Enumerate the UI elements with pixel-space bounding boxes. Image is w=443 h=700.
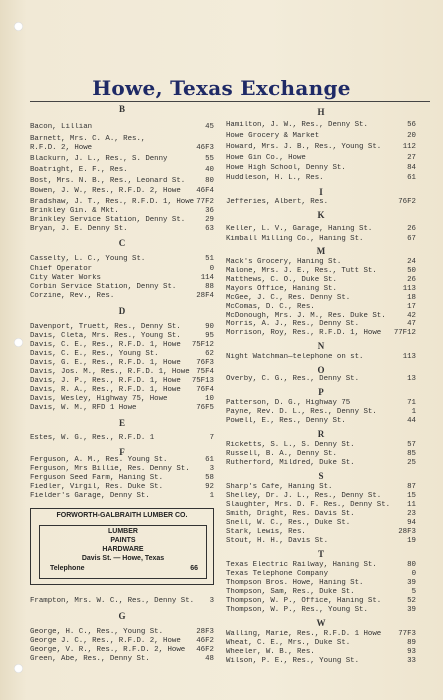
directory-entry: [226, 561, 416, 570]
directory-entry: [30, 123, 214, 132]
directory-entry: [226, 375, 416, 384]
entry-phone-number: 46F4: [196, 187, 214, 195]
entry-name: Texas Electric Railway, Haning St.: [226, 561, 377, 569]
entry-phone-number: 26: [407, 225, 416, 233]
entry-phone-number: 17: [407, 303, 416, 311]
entry-phone-number: 75F12: [191, 341, 214, 349]
entry-name: Davis, Jos. M., Res., R.F.D. 1, Howe: [30, 368, 190, 376]
ad-telephone-label: Telephone: [50, 565, 85, 572]
directory-entry: [226, 417, 416, 426]
entry-phone-number: 3: [209, 465, 214, 473]
entry-name: Walling, Marie, Res., R.F.D. 1 Howe: [226, 630, 382, 638]
entry-phone-number: 76F3: [196, 359, 214, 367]
entry-phone-number: 47: [407, 320, 416, 328]
entry-phone-number: 113: [402, 285, 416, 293]
directory-entry: [30, 135, 214, 144]
entry-name: Night Watchman—telephone on st.: [226, 353, 364, 361]
directory-entry: [30, 341, 214, 350]
entry-name: Morris, A. J., Res., Denny St.: [226, 320, 360, 328]
section-header: G: [118, 611, 126, 621]
entry-name: Mayors Office, Haning St.: [226, 285, 337, 293]
directory-entry: [226, 510, 416, 519]
section-header: I: [319, 187, 323, 197]
directory-entry: [226, 154, 416, 163]
directory-entry: [30, 225, 214, 234]
entry-phone-number: 3: [209, 597, 214, 605]
directory-entry: [30, 404, 214, 413]
entry-phone-number: 76F5: [196, 404, 214, 412]
entry-name: Davis, R. A., Res., R.F.D. 1, Howe: [30, 386, 181, 394]
entry-phone-number: 80: [205, 177, 214, 185]
entry-phone-number: 44: [407, 417, 416, 425]
section-header: F: [119, 447, 125, 457]
directory-entry: [226, 353, 416, 362]
directory-entry: [226, 320, 416, 329]
entry-name: Thompson Bros. Howe, Haning St.: [226, 579, 364, 587]
entry-name: Thompson, W. P., Res., Young St.: [226, 606, 368, 614]
entry-phone-number: 28F4: [196, 292, 214, 300]
entry-phone-number: 46F2: [196, 637, 214, 645]
entry-phone-number: 39: [407, 579, 416, 587]
entry-name: Frampton, Mrs. W. C., Res., Denny St.: [30, 597, 195, 605]
entry-phone-number: 67: [407, 235, 416, 243]
page-title: Howe, Texas Exchange: [92, 76, 351, 100]
entry-name: Boatright, E. F., Res.: [30, 166, 128, 174]
entry-phone-number: 52: [407, 597, 416, 605]
directory-entry: [226, 459, 416, 468]
directory-entry: [226, 267, 416, 276]
entry-phone-number: 48: [205, 655, 214, 663]
directory-entry: [226, 329, 416, 338]
section-header: S: [318, 471, 324, 481]
directory-entry: [226, 639, 416, 648]
entry-name: Howe High School, Denny St.: [226, 164, 346, 172]
directory-entry: [226, 285, 416, 294]
entry-name: Wheeler, W. B., Res.: [226, 648, 315, 656]
directory-entry: [30, 292, 214, 301]
entry-name: Morrison, Roy, Res., R.F.D. 1, Howe: [226, 329, 382, 337]
entry-name: Shelley, Dr. J. L., Res., Denny St.: [226, 492, 382, 500]
directory-entry: [30, 350, 214, 359]
entry-name: Howe Grocery & Market: [226, 132, 320, 140]
directory-entry: [226, 198, 416, 207]
directory-entry: [226, 588, 416, 597]
entry-name: Malone, Mrs. J. E., Res., Tutt St.: [226, 267, 377, 275]
entry-phone-number: 80: [407, 561, 416, 569]
directory-entry: [226, 132, 416, 141]
directory-entry: [30, 368, 214, 377]
entry-name: Davis, Wesley, Highway 75, Howe: [30, 395, 168, 403]
directory-entry: [226, 630, 416, 639]
entry-name: Slaughter, Mrs. D. F. Res., Denny St.: [226, 501, 391, 509]
directory-entry: [226, 483, 416, 492]
entry-name: Bryan, J. E. Denny St.: [30, 225, 128, 233]
entry-phone-number: 0: [411, 570, 416, 578]
section-header: H: [317, 107, 325, 117]
directory-entry: [30, 198, 214, 207]
directory-entry: [30, 377, 214, 386]
entry-name: Davis, C. E., Res., Young St.: [30, 350, 159, 358]
entry-name: McDonough, Mrs. J. M., Res. Duke St.: [226, 312, 386, 320]
ad-line-address: Davis St. — Howe, Texas: [81, 555, 165, 562]
entry-phone-number: 112: [402, 143, 416, 151]
directory-entry: [30, 456, 214, 465]
entry-name: Hamilton, J. W., Res., Denny St.: [226, 121, 368, 129]
entry-name: Snell, W. C., Res., Duke St.: [226, 519, 351, 527]
entry-phone-number: 62: [205, 350, 214, 358]
entry-phone-number: 29: [205, 216, 214, 224]
entry-name: Davis, W. M., RFD 1 Howe: [30, 404, 137, 412]
entry-phone-number: 92: [205, 483, 214, 491]
ad-telephone-number: 66: [190, 565, 198, 572]
directory-entry: [30, 628, 214, 637]
entry-phone-number: 76F4: [196, 386, 214, 394]
entry-phone-number: 7: [209, 434, 214, 442]
directory-entry: [30, 265, 214, 274]
directory-entry: [226, 648, 416, 657]
section-header: M: [316, 246, 326, 256]
entry-phone-number: 1: [209, 492, 214, 500]
entry-phone-number: 0: [209, 265, 214, 273]
directory-entry: [226, 303, 416, 312]
entry-name: Chief Operator: [30, 265, 93, 273]
entry-name: R.F.D. 2, Howe: [30, 144, 93, 152]
entry-name: Mack's Grocery, Haning St.: [226, 258, 342, 266]
section-header: W: [316, 618, 326, 628]
section-header: C: [118, 238, 126, 248]
directory-entry: [30, 323, 214, 332]
entry-phone-number: 33: [407, 657, 416, 665]
entry-name: City Water Works: [30, 274, 101, 282]
entry-phone-number: 5: [411, 588, 416, 596]
entry-phone-number: 114: [200, 274, 214, 282]
directory-entry: [226, 570, 416, 579]
ad-line-lumber: LUMBER: [108, 528, 138, 535]
entry-phone-number: 46F2: [196, 646, 214, 654]
entry-name: Bowen, J. W., Res., R.F.D. 2, Howe: [30, 187, 181, 195]
entry-name: Wilson, P. E., Res., Young St.: [226, 657, 360, 665]
entry-phone-number: 63: [205, 225, 214, 233]
entry-name: Matthews, C. O., Duke St.: [226, 276, 337, 284]
directory-entry: [226, 519, 416, 528]
entry-phone-number: 45: [205, 123, 214, 131]
entry-name: George, H. C., Res., Young St.: [30, 628, 164, 636]
directory-entry: [30, 207, 214, 216]
directory-entry: [226, 143, 416, 152]
directory-entry: [30, 492, 214, 501]
entry-name: Howard, Mrs. J. B., Res., Young St.: [226, 143, 382, 151]
directory-entry: [226, 235, 416, 244]
entry-phone-number: 77F3: [398, 630, 416, 638]
entry-phone-number: 28F3: [196, 628, 214, 636]
entry-phone-number: 36: [205, 207, 214, 215]
entry-name: Brinkley Gin. & Mkt.: [30, 207, 119, 215]
entry-phone-number: 13: [407, 375, 416, 383]
directory-entry: [30, 395, 214, 404]
section-header: N: [317, 341, 325, 351]
entry-phone-number: 39: [407, 606, 416, 614]
entry-name: Ferguson, A. M., Res. Young St.: [30, 456, 168, 464]
directory-entry: [30, 597, 214, 606]
directory-entry: [30, 155, 214, 164]
entry-name: Kimball Milling Co., Haning St.: [226, 235, 364, 243]
entry-name: Wheat, C. E., Mrs., Duke St.: [226, 639, 351, 647]
entry-name: Barnett, Mrs. C. A., Res.,: [30, 135, 146, 143]
entry-phone-number: 76F2: [398, 198, 416, 206]
directory-entry: [30, 166, 214, 175]
directory-entry: [30, 646, 214, 655]
entry-name: Keller, L. V., Garage, Haning St.: [226, 225, 373, 233]
entry-name: Thompson, Sam, Res., Duke St.: [226, 588, 355, 596]
entry-name: Sharp's Cafe, Haning St.: [226, 483, 333, 491]
entry-name: Brinkley Service Station, Denny St.: [30, 216, 186, 224]
directory-entry: [30, 332, 214, 341]
directory-entry: [30, 283, 214, 292]
entry-name: Ferguson, Mrs Billie, Res. Denny St.: [30, 465, 190, 473]
entry-phone-number: 11: [407, 501, 416, 509]
section-header: K: [317, 210, 325, 220]
entry-name: Russell, B. A., Denny St.: [226, 450, 337, 458]
entry-phone-number: 40: [205, 166, 214, 174]
directory-entry: [30, 187, 214, 196]
entry-name: Rutherford, Mildred, Duke St.: [226, 459, 355, 467]
directory-entry: [226, 492, 416, 501]
ad-header: FORWORTH-GALBRAITH LUMBER CO.: [56, 512, 188, 519]
directory-entry: [30, 637, 214, 646]
directory-entry: [30, 465, 214, 474]
directory-entry: [30, 216, 214, 225]
section-header: T: [317, 549, 324, 559]
entry-name: Stark, Lewis, Res.: [226, 528, 306, 536]
entry-name: Powell, E., Res., Denny St.: [226, 417, 346, 425]
directory-entry: [30, 434, 214, 443]
entry-phone-number: 1: [411, 408, 416, 416]
entry-name: Davenport, Truett, Res., Denny St.: [30, 323, 181, 331]
entry-name: Davis, C. E., Res., R.F.D. 1, Howe: [30, 341, 181, 349]
entry-phone-number: 25: [407, 459, 416, 467]
directory-entry: [30, 255, 214, 264]
entry-name: Patterson, D. G., Highway 75: [226, 399, 351, 407]
entry-phone-number: 51: [205, 255, 214, 263]
directory-entry: [30, 386, 214, 395]
entry-phone-number: 87: [407, 483, 416, 491]
entry-phone-number: 19: [407, 537, 416, 545]
entry-name: Bacon, Lillian: [30, 123, 93, 131]
entry-phone-number: 90: [205, 323, 214, 331]
entry-phone-number: 24: [407, 258, 416, 266]
ad-line-hardware: HARDWARE: [102, 546, 144, 553]
ad-line-paints: PAINTS: [110, 537, 136, 544]
section-header: E: [118, 418, 125, 428]
entry-name: Corbin Service Station, Denny St.: [30, 283, 177, 291]
entry-name: George, V. R., Res., R.F.D. 2, Howe: [30, 646, 186, 654]
entry-name: Smith, Dright, Res. Davis St.: [226, 510, 355, 518]
entry-phone-number: 89: [407, 639, 416, 647]
directory-entry: [226, 597, 416, 606]
directory-entry: [30, 483, 214, 492]
entry-phone-number: 28F3: [398, 528, 416, 536]
directory-entry: [226, 408, 416, 417]
entry-phone-number: 93: [407, 648, 416, 656]
directory-entry: [30, 359, 214, 368]
entry-phone-number: 42: [407, 312, 416, 320]
directory-entry: [226, 441, 416, 450]
entry-name: McGee, J. C., Res. Denny St.: [226, 294, 351, 302]
entry-phone-number: 18: [407, 294, 416, 302]
entry-phone-number: 10: [205, 395, 214, 403]
entry-phone-number: 57: [407, 441, 416, 449]
directory-entry: [226, 258, 416, 267]
entry-phone-number: 61: [205, 456, 214, 464]
directory-entry: [30, 655, 214, 664]
directory-entry: [226, 225, 416, 234]
entry-phone-number: 23: [407, 510, 416, 518]
ad-inner-box: [39, 525, 207, 579]
directory-entry: [226, 294, 416, 303]
directory-entry: [226, 528, 416, 537]
entry-phone-number: 77F2: [196, 198, 214, 206]
entry-phone-number: 46F3: [196, 144, 214, 152]
section-header: B: [118, 104, 125, 114]
directory-entry: [30, 474, 214, 483]
entry-phone-number: 15: [407, 492, 416, 500]
entry-name: Payne, Rev. D. L., Res., Denny St.: [226, 408, 377, 416]
entry-name: Corzine, Rev., Res.: [30, 292, 115, 300]
directory-entry: [30, 177, 214, 186]
section-header: O: [317, 365, 325, 375]
entry-name: Howe Gin Co., Howe: [226, 154, 306, 162]
section-header: P: [318, 387, 324, 397]
entry-name: Stout, H. H., Davis St.: [226, 537, 329, 545]
entry-name: Huddleson, H. L., Res.: [226, 174, 324, 182]
entry-name: Fielder's Garage, Denny St.: [30, 492, 150, 500]
entry-name: Davis, G. E., Res., R.F.D. 1, Howe: [30, 359, 181, 367]
section-header: D: [118, 306, 126, 316]
directory-entry: [226, 579, 416, 588]
entry-phone-number: 50: [407, 267, 416, 275]
entry-phone-number: 75F13: [191, 377, 214, 385]
title-rule: [30, 101, 430, 102]
entry-name: Thompson, W. P., Office, Haning St.: [226, 597, 382, 605]
directory-entry: [226, 537, 416, 546]
entry-name: Davis, J. P., Res., R.F.D. 1, Howe: [30, 377, 181, 385]
directory-entry: [226, 501, 416, 510]
entry-name: Texas Telephone Company: [226, 570, 329, 578]
entry-phone-number: 95: [205, 332, 214, 340]
directory-entry: [226, 276, 416, 285]
entry-name: Estes, W. G., Res., R.F.D. 1: [30, 434, 155, 442]
entry-name: Green, Abe, Res., Denny St.: [30, 655, 150, 663]
entry-phone-number: 58: [205, 474, 214, 482]
entry-name: McComas, D. C., Res.: [226, 303, 315, 311]
entry-phone-number: 113: [402, 353, 416, 361]
directory-entry: [226, 164, 416, 173]
entry-name: Ferguson Seed Farm, Haning St.: [30, 474, 164, 482]
entry-phone-number: 61: [407, 174, 416, 182]
entry-name: Davis, Cleta, Mrs. Res., Young St.: [30, 332, 181, 340]
directory-entry: [226, 606, 416, 615]
entry-name: Overby, C. G., Res., Denny St.: [226, 375, 360, 383]
entry-phone-number: 71: [407, 399, 416, 407]
entry-phone-number: 20: [407, 132, 416, 140]
directory-entry: [226, 121, 416, 130]
entry-phone-number: 94: [407, 519, 416, 527]
entry-name: Fiedler, Virgil, Res. Duke St.: [30, 483, 164, 491]
entry-name: Bost, Mrs. N. B., Res., Leonard St.: [30, 177, 186, 185]
entry-name: Casselty, L. C., Young St.: [30, 255, 146, 263]
entry-phone-number: 77F12: [393, 329, 416, 337]
binder-hole: [14, 22, 23, 31]
entry-phone-number: 27: [407, 154, 416, 162]
directory-entry: [30, 274, 214, 283]
lumber-advertisement: [30, 508, 214, 585]
binder-hole: [14, 338, 23, 347]
entry-phone-number: 85: [407, 450, 416, 458]
entry-name: Jefferies, Albert, Res.: [226, 198, 329, 206]
directory-entry: [30, 144, 214, 153]
entry-name: Bradshaw, J. T., Res., R.F.D. 1, Howe: [30, 198, 195, 206]
entry-phone-number: 84: [407, 164, 416, 172]
entry-name: George J. C., Res., R.F.D. 2, Howe: [30, 637, 181, 645]
directory-entry: [226, 174, 416, 183]
entry-phone-number: 56: [407, 121, 416, 129]
entry-phone-number: 75F4: [196, 368, 214, 376]
entry-name: Ricketts, S. L., S. Denny St.: [226, 441, 355, 449]
directory-entry: [226, 399, 416, 408]
entry-phone-number: 26: [407, 276, 416, 284]
binder-hole: [14, 664, 23, 673]
entry-phone-number: 55: [205, 155, 214, 163]
entry-phone-number: 88: [205, 283, 214, 291]
directory-entry: [226, 657, 416, 666]
section-header: R: [317, 429, 325, 439]
entry-name: Blackurn, J. L., Res., S. Denny: [30, 155, 168, 163]
directory-entry: [226, 450, 416, 459]
